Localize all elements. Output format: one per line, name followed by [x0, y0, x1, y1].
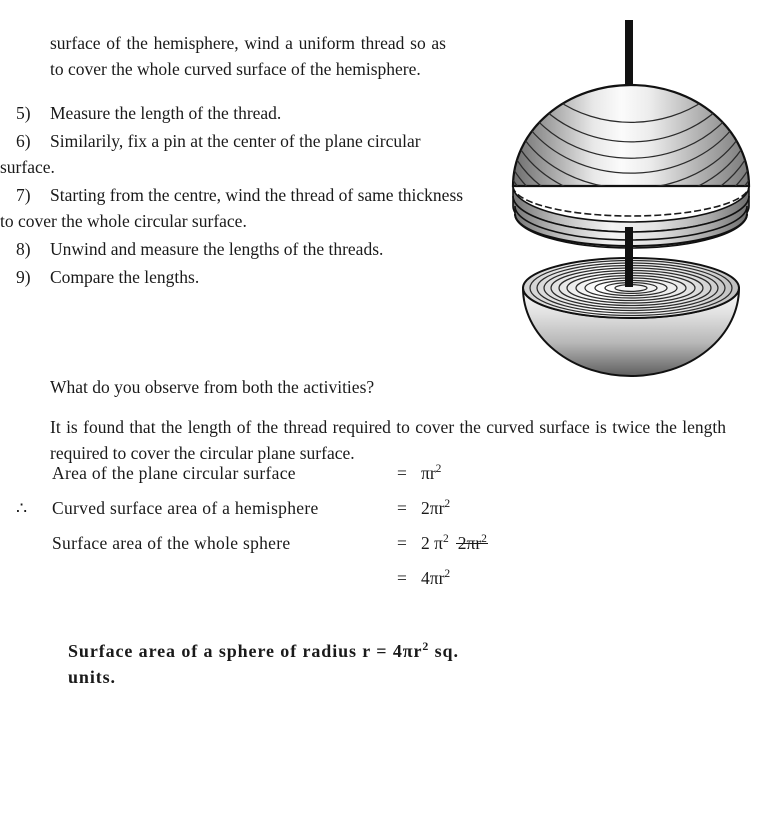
- finding-paragraph: It is found that the length of the thread required to cover the curved surface is twice the length required to cover the circular plane surface.: [50, 416, 726, 463]
- equation-value-main: 4πr: [421, 568, 445, 588]
- list-item: [0, 182, 470, 234]
- dome-body: [513, 85, 749, 186]
- equation-value-struck: [458, 533, 487, 553]
- numbered-step-list: [0, 100, 470, 292]
- pin-icon: [625, 20, 633, 88]
- equation-row: [0, 563, 600, 598]
- equation-value: [421, 493, 450, 523]
- equation-value-main: 2 π: [421, 533, 443, 553]
- equation-value-exponent: 2: [444, 568, 451, 581]
- equals-sign: =: [397, 568, 407, 588]
- list-item-text: Compare the lengths.: [50, 267, 200, 287]
- therefore-symbol: ∴: [16, 498, 28, 518]
- equation-value-exponent: 2: [435, 463, 442, 476]
- equation-value: [421, 458, 441, 488]
- list-item-number: 7): [16, 185, 31, 205]
- list-item-number: 5): [16, 103, 31, 123]
- intro-paragraph: surface of the hemisphere, wind a uniform thread so as to cover the whole curved surface of the hemisphere.: [50, 32, 446, 79]
- list-item-number: 9): [16, 267, 31, 287]
- list-item-number: 6): [16, 131, 31, 151]
- conclusion-exponent: 2: [422, 639, 430, 653]
- conclusion-prefix: Surface area of a sphere of radius r = 4πr: [68, 641, 423, 661]
- equals-sign: =: [397, 498, 407, 518]
- equation-value: [421, 528, 487, 558]
- pin-icon-foreground: [625, 227, 633, 287]
- equation-value-struck-exponent: 2: [481, 533, 487, 546]
- equation-label: Area of the plane circular surface: [52, 463, 296, 483]
- equation-row: [0, 493, 600, 528]
- equation-block: [0, 458, 600, 598]
- list-item-text: Similarily, fix a pin at the center of the plane circular surface.: [0, 131, 421, 177]
- list-item-text: Starting from the centre, wind the thread of same thickness to cover the whole circular surface.: [0, 185, 464, 231]
- list-item-text: Measure the length of the thread.: [50, 103, 282, 123]
- list-item: [0, 236, 470, 262]
- list-item: [0, 264, 470, 290]
- equation-value-exponent: 2: [444, 498, 451, 511]
- conclusion-suffix: sq. units.: [68, 641, 459, 687]
- list-item-number: 8): [16, 239, 31, 259]
- list-item: [0, 128, 470, 180]
- equation-label: Curved surface area of a hemisphere: [52, 498, 319, 518]
- equals-sign: =: [397, 533, 407, 553]
- observation-question: What do you observe from both the activities?: [50, 376, 375, 397]
- equation-label: Surface area of the whole sphere: [52, 533, 291, 553]
- conclusion-statement: [68, 638, 500, 690]
- list-item-text: Unwind and measure the lengths of the threads.: [50, 239, 384, 259]
- equation-value-main: πr: [421, 463, 436, 483]
- figure-illustrations: [495, 0, 768, 380]
- equation-row: [0, 458, 600, 493]
- equation-value-main: 2πr: [421, 498, 445, 518]
- equation-row: [0, 528, 600, 563]
- bottom-hemisphere-figure: [523, 227, 739, 376]
- top-hemisphere-figure: [513, 20, 749, 248]
- equation-value-exponent: 2: [442, 533, 449, 546]
- equals-sign: =: [397, 463, 407, 483]
- equation-value-struck-main: 2πr: [457, 533, 482, 553]
- equation-value: [421, 563, 450, 593]
- list-item: [0, 100, 470, 126]
